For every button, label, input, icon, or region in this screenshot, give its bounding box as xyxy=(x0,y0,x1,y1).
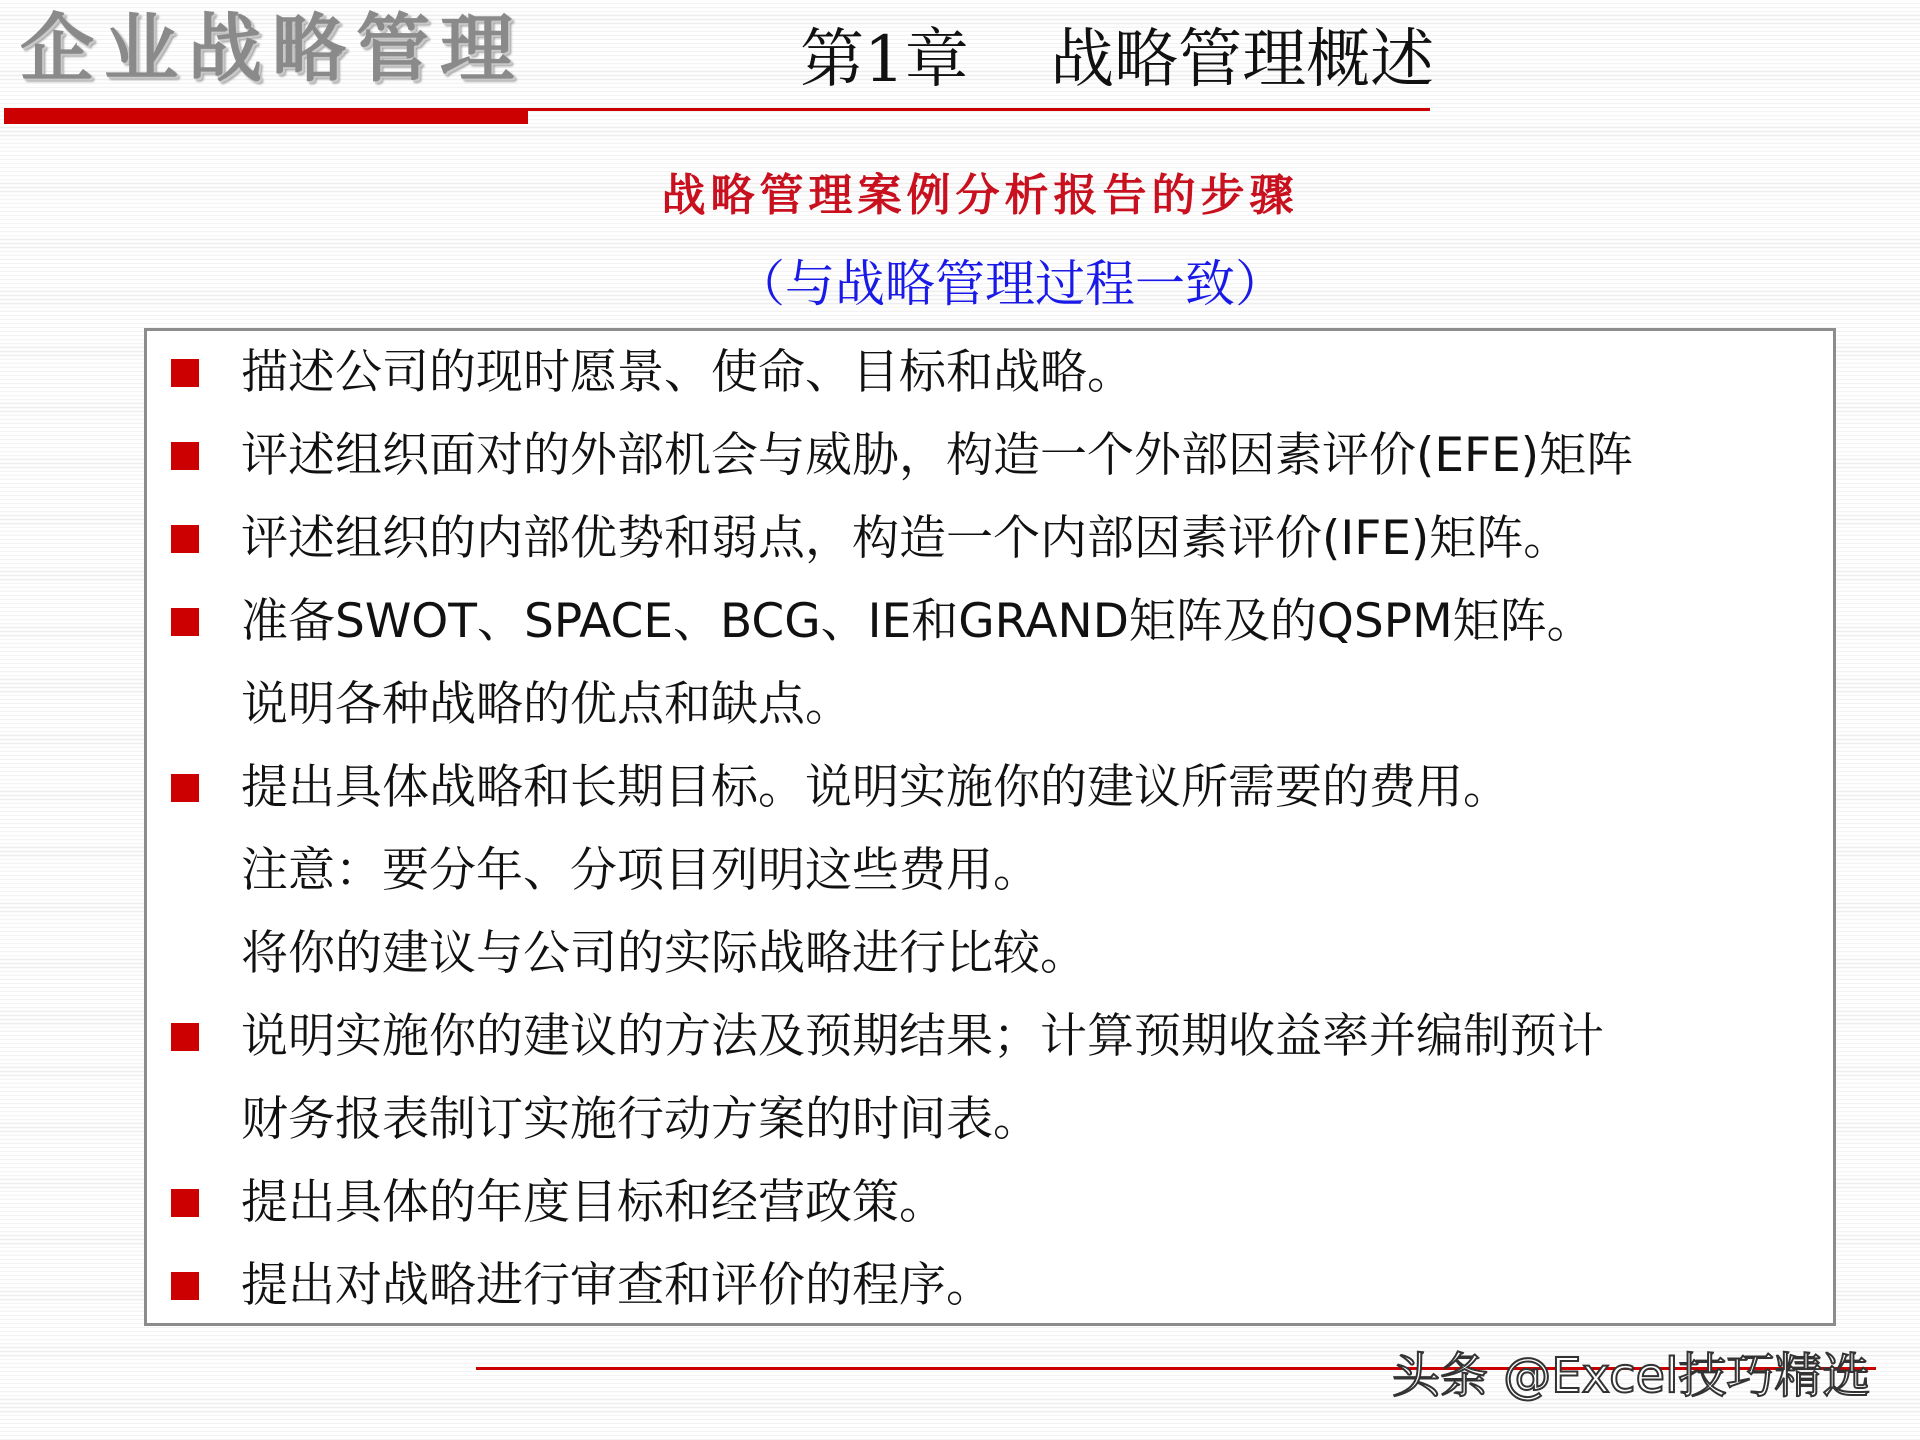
list-item-continuation xyxy=(147,1078,1837,1162)
slide-subtitle: （与战略管理过程一致） xyxy=(735,255,1285,313)
list-item xyxy=(147,580,1837,664)
square-bullet-icon xyxy=(171,442,199,470)
list-item-text: 提出具体战略和长期目标。说明实施你的建议所需要的费用。 xyxy=(241,760,1510,815)
slide-title: 战略管理案例分析报告的步骤 xyxy=(661,170,1299,221)
square-bullet-icon xyxy=(171,1272,199,1300)
list-item xyxy=(147,331,1837,415)
list-item xyxy=(147,1244,1837,1328)
list-item-text: 财务报表制订实施行动方案的时间表。 xyxy=(241,1092,1040,1147)
square-bullet-icon xyxy=(171,1189,199,1217)
list-item-text: 准备SWOT、SPACE、BCG、IE和GRAND矩阵及的QSPM矩阵。 xyxy=(241,594,1594,649)
list-item-text: 评述组织面对的外部机会与威胁，构造一个外部因素评价(EFE)矩阵 xyxy=(241,428,1634,483)
square-bullet-icon xyxy=(171,774,199,802)
square-bullet-icon xyxy=(171,359,199,387)
list-item xyxy=(147,497,1837,581)
chapter-title: 第1章 战略管理概述 xyxy=(800,23,1435,97)
list-item-continuation xyxy=(147,663,1837,747)
list-item-text: 描述公司的现时愿景、使命、目标和战略。 xyxy=(241,345,1134,400)
list-item-continuation xyxy=(147,829,1837,913)
list-item-text: 提出对战略进行审查和评价的程序。 xyxy=(241,1258,993,1313)
list-item-text: 评述组织的内部优势和弱点，构造一个内部因素评价(IFE)矩阵。 xyxy=(241,511,1571,566)
list-item xyxy=(147,1161,1837,1245)
list-item xyxy=(147,995,1837,1079)
list-item-text: 将你的建议与公司的实际战略进行比较。 xyxy=(241,926,1087,981)
list-item xyxy=(147,746,1837,830)
list-item-text: 说明各种战略的优点和缺点。 xyxy=(241,677,852,732)
list-item-text: 注意：要分年、分项目列明这些费用。 xyxy=(241,843,1040,898)
list-item-text: 说明实施你的建议的方法及预期结果；计算预期收益率并编制预计 xyxy=(241,1009,1604,1064)
square-bullet-icon xyxy=(171,608,199,636)
brand-title: 企业战略管理 xyxy=(20,6,524,92)
square-bullet-icon xyxy=(171,525,199,553)
square-bullet-icon xyxy=(171,1023,199,1051)
list-item xyxy=(147,414,1837,498)
content-box xyxy=(144,328,1836,1326)
header-red-bar xyxy=(4,110,528,124)
watermark: 头条 @Excel技巧精选 xyxy=(1392,1348,1871,1404)
list-item-continuation xyxy=(147,912,1837,996)
list-item-text: 提出具体的年度目标和经营政策。 xyxy=(241,1175,946,1230)
